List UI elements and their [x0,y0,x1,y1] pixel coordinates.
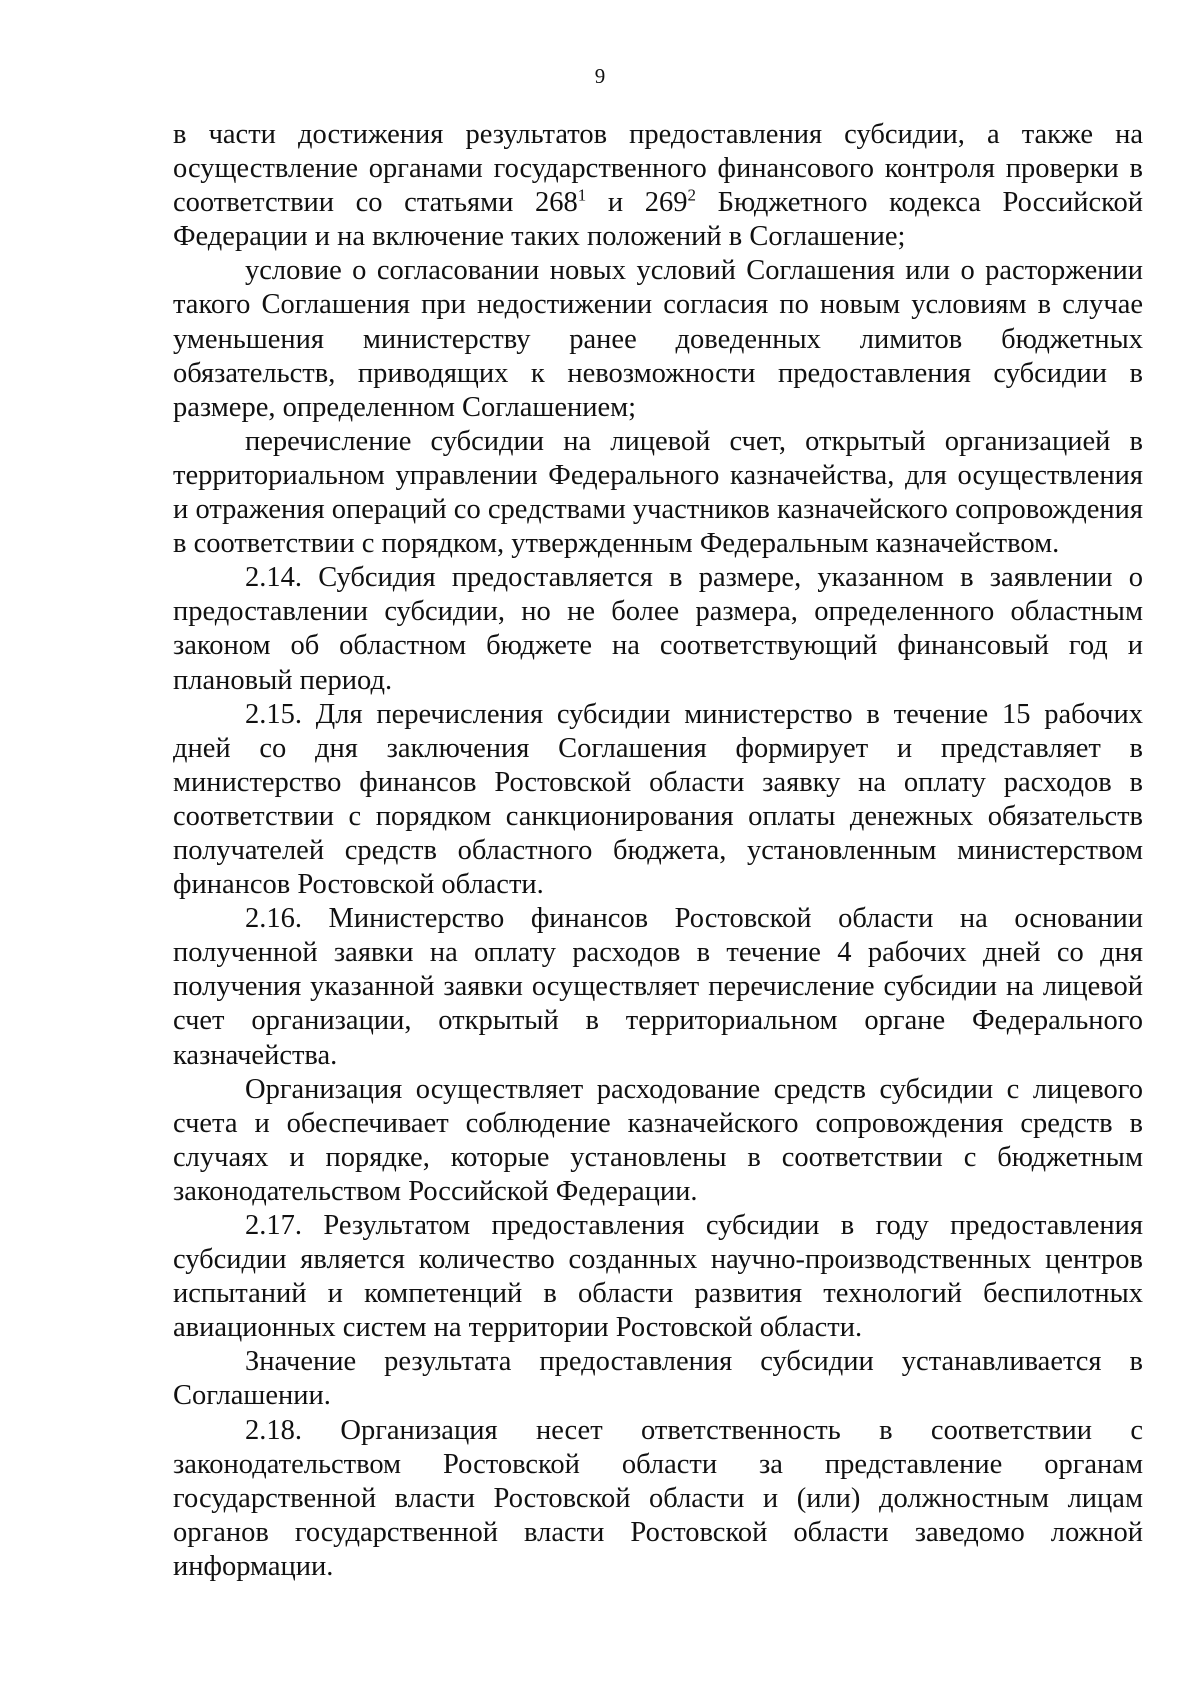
superscript-2: 2 [687,185,697,205]
document-body [173,118,1143,1584]
paragraph-2-16: 2.16. Министерство финансов Ростовской области на основании полученной заявки на оплату расходов в течение 4 рабочих дней со дня получения указанной заявки осуществляет перечисление субсидии на лицевой счет организации, открытый в территориальном органе Федерального казначейства. [173,903,1143,1071]
paragraph-agreement-terms: условие о согласовании новых условий Соглашения или о расторжении такого Соглашения при недостижении согласия по новым условиям в случае уменьшения министерству ранее доведенных лимитов бюджетных обязательств, приводящих к невозможности предоставления субсидии в размере, определенном Соглашением; [173,255,1143,423]
page-number: 9 [594,64,606,88]
paragraph-result-value: Значение результата предоставления субсидии устанавливается в Соглашении. [173,1346,1143,1412]
paragraph-subsidy-transfer: перечисление субсидии на лицевой счет, открытый организацией в территориальном управлении Федерального казначейства, для осуществления и отражения операций со средствами участников казначейского сопровождения в соответствии с порядком, утвержденным Федеральным казначейством. [173,425,1143,560]
paragraph-text-part: и 269 [586,187,688,219]
paragraph-organization-spending: Организация осуществляет расходование средств субсидии с лицевого счета и обеспечивает соблюдение казначейского сопровождения средств в случаях и порядке, которые установлены в соответствии с бюджетным законодательством Российской Федерации. [173,1073,1143,1207]
paragraph-text-part: в части достижения результатов предоставления субсидии, а также на осуществление органами государственного финансового контроля проверки в соответствии со статьями 268 [173,119,1143,219]
paragraph-2-14: 2.14. Субсидия предоставляется в размере, указанном в заявлении о предоставлении субсидии, но не более размера, определенного областным законом об областном бюджете на соответствующий финансовый год и плановый период. [173,562,1143,696]
paragraph-text-part: Бюджетного кодекса Российской Федерации и на включение таких положений в Соглашение; [173,187,1143,253]
superscript-1: 1 [577,185,587,205]
paragraph-2-15: 2.15. Для перечисления субсидии министерство в течение 15 рабочих дней со дня заключения Соглашения формирует и представляет в министерство финансов Ростовской области заявку на оплату расходов в соответствии с порядком санкционирования оплаты денежных обязательств получателей средств областного бюджета, установленным министерством финансов Ростовской области. [173,698,1143,901]
paragraph-continuation [173,118,1143,254]
paragraph-2-17: 2.17. Результатом предоставления субсидии в году предоставления субсидии является количество созданных научно-производственных центров испытаний и компетенций в области развития технологий беспилотных авиационных систем на территории Ростовской области. [173,1210,1143,1344]
paragraph-2-18: 2.18. Организация несет ответственность в соответствии с законодательством Ростовской области за представление органам государственной власти Ростовской области и (или) должностным лицам органов государственной власти Ростовской области заведомо ложной информации. [173,1414,1143,1582]
